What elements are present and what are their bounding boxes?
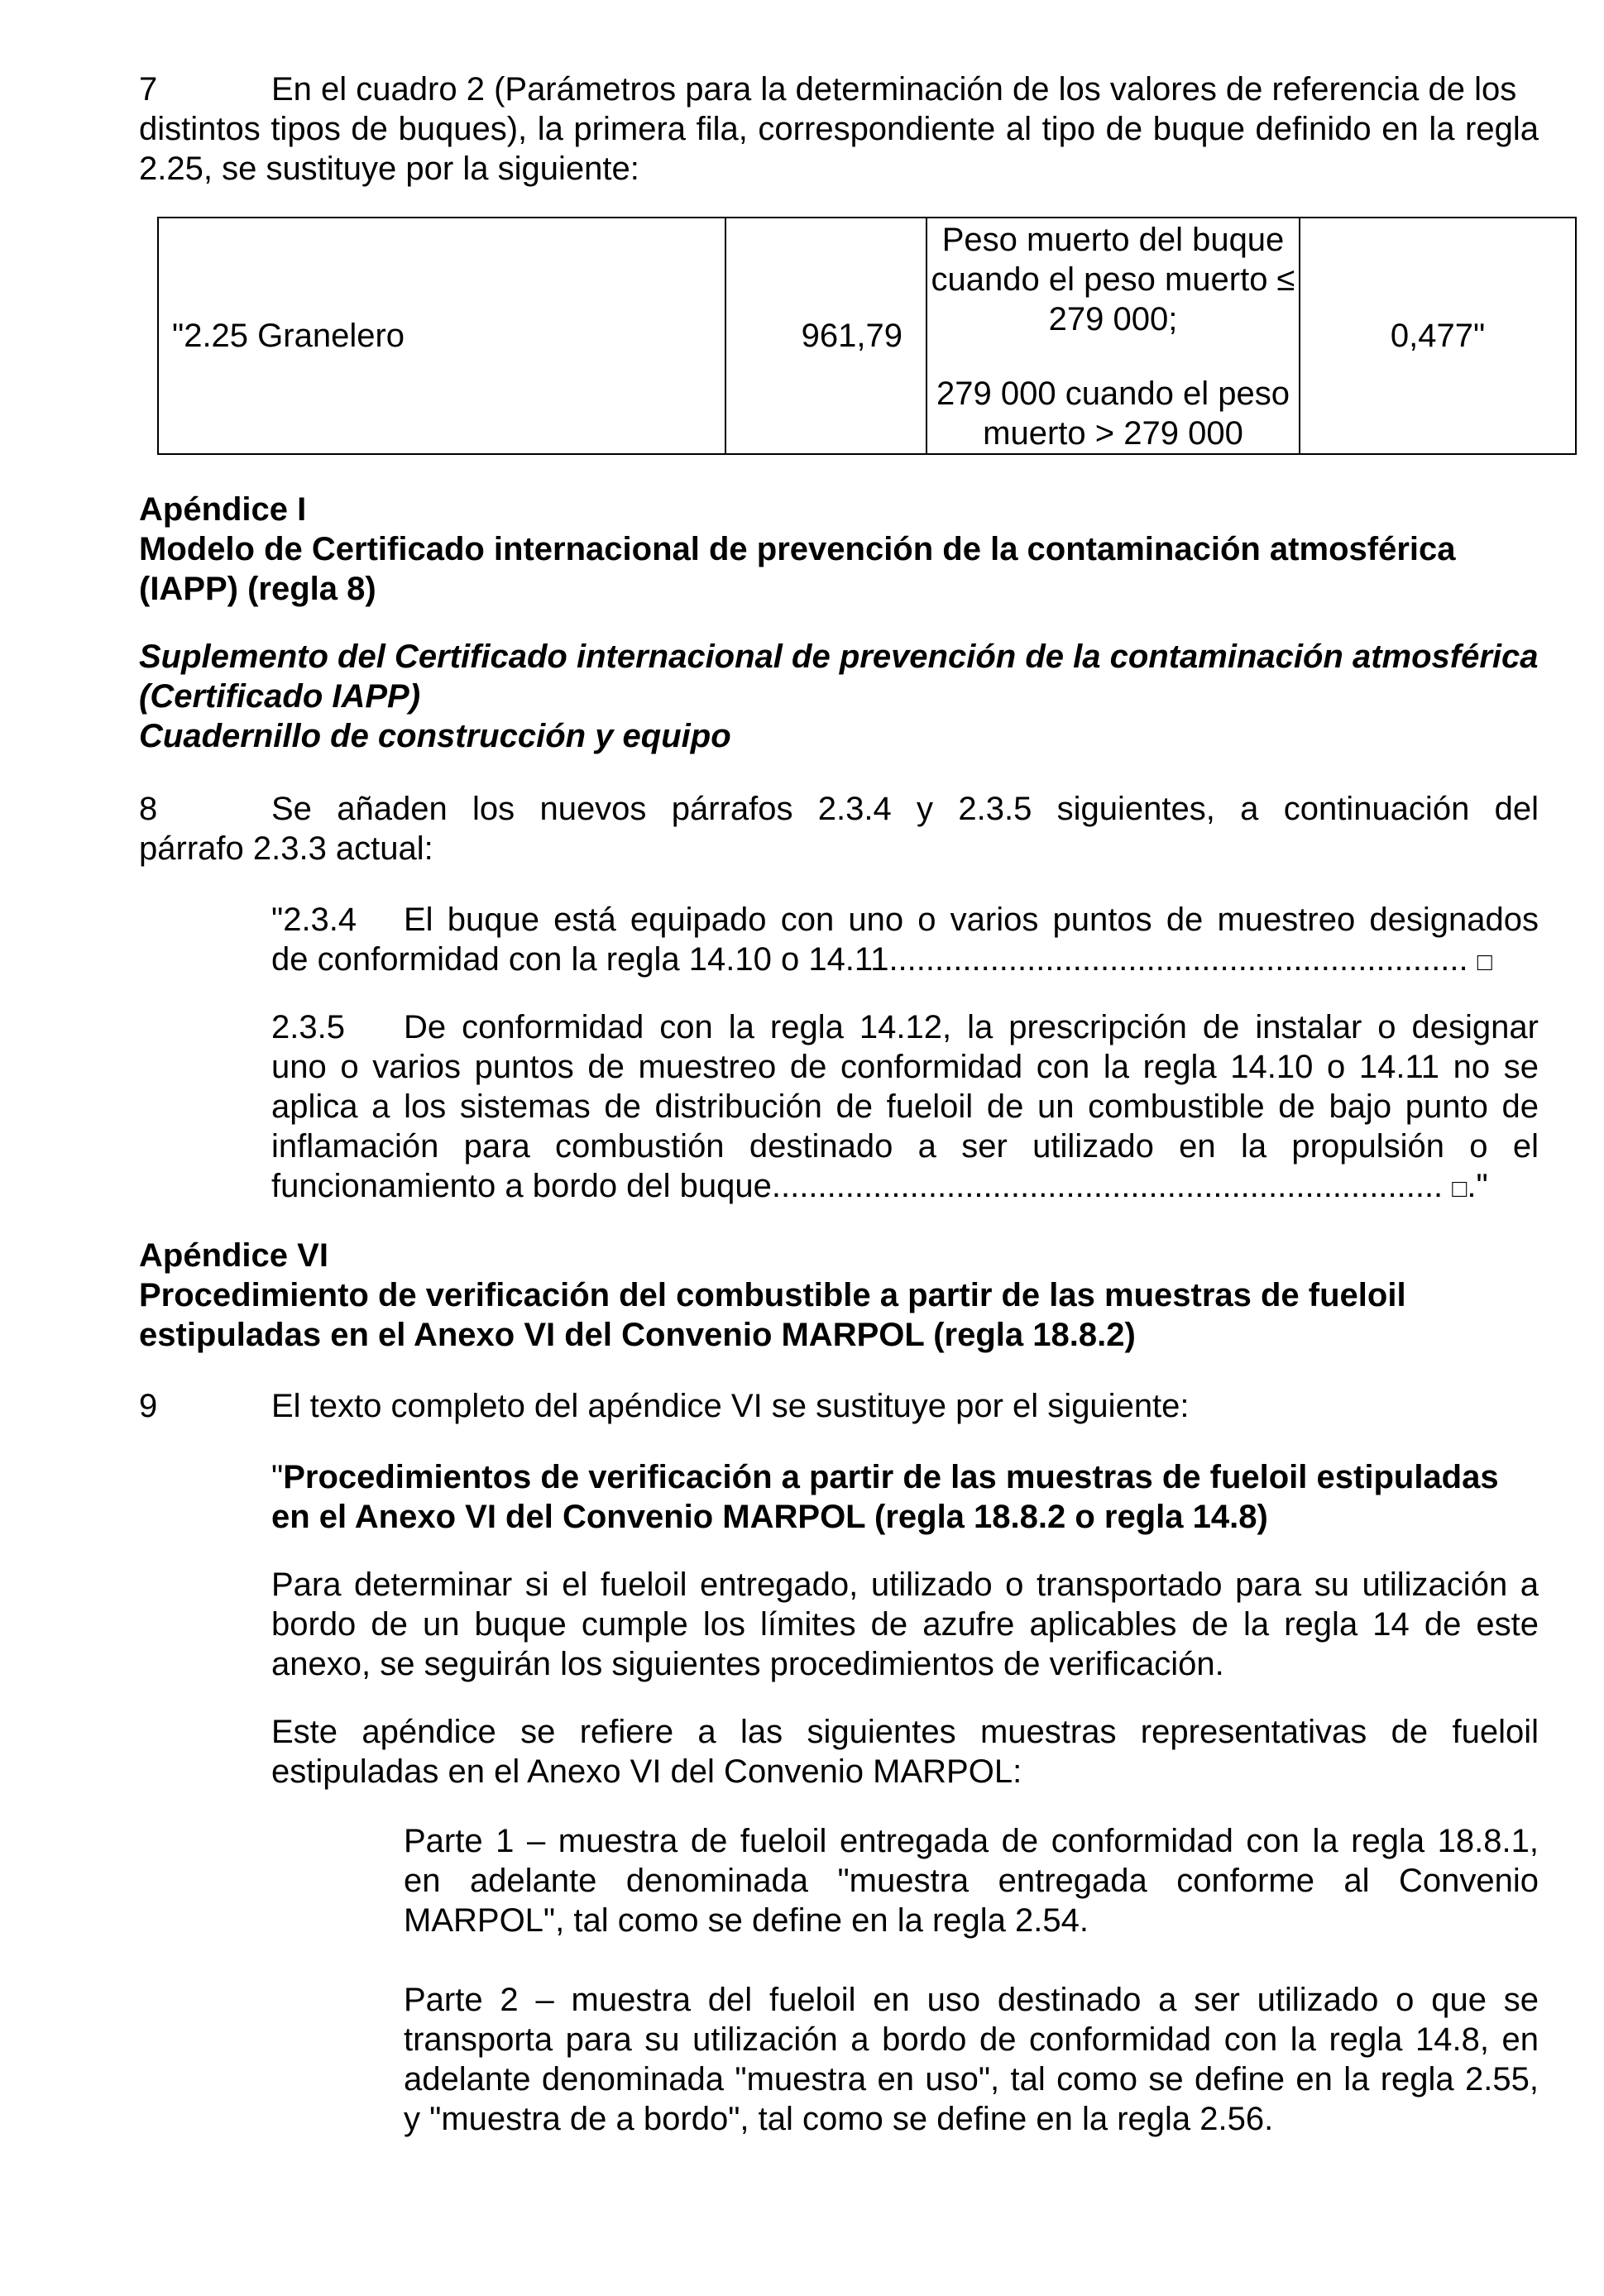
appendix-1-heading: Apéndice I (139, 491, 307, 528)
section-8-first-line: Se añaden los nuevos párrafos 2.3.4 y 2.3.5 siguientes, a continuación del (271, 791, 1539, 827)
table-cell-c: 0,477" (1300, 218, 1576, 454)
table-cell-deadweight (926, 218, 1300, 454)
section-number: 8 (139, 791, 158, 827)
table-cell-a: 961,79 (725, 218, 926, 454)
paragraph-2-3-4-first: El buque está equipado con uno o varios puntos de muestreo designados (404, 902, 1539, 938)
deadweight-condition-1: Peso muerto del buque cuando el peso muerto ≤ 279 000; (931, 222, 1295, 337)
procedures-paragraph-2: Este apéndice se refiere a las siguientes muestras representativas de fueloil estipuladas en el Anexo VI del Convenio MARPOL: (271, 1714, 1539, 1790)
procedures-title-text: Procedimientos de verificación a partir de las muestras de fueloil estipuladas en el Anexo VI del Convenio MARPOL (regla 18.8.2 o regla 14.8) (271, 1459, 1499, 1535)
paragraph-2-3-4-text: de conformidad con la regla 14.10 o 14.11............................................................... (271, 941, 1477, 978)
section-7-text: distintos tipos de buques), la primera fila, correspondiente al tipo de buque definido en la regla 2.25, se sustituye por la siguiente: (139, 111, 1539, 187)
section-8-text: párrafo 2.3.3 actual: (139, 830, 433, 867)
part-1-description: Parte 1 – muestra de fueloil entregada de conformidad con la regla 18.8.1, en adelante denominada "muestra entregada conforme al Convenio MARPOL", tal como se define en la regla 2.54. (404, 1823, 1539, 1939)
procedures-paragraph-1: Para determinar si el fueloil entregado, utilizado o transportado para su utilización a bordo de un buque cumple los límites de azufre aplicables de la regla 14 de este anexo, se seguirán los siguientes procedimientos de verificación. (271, 1567, 1539, 1682)
closing-quote: ." (1467, 1168, 1488, 1204)
section-9-text: El texto completo del apéndice VI se sustituye por el siguiente: (271, 1388, 1190, 1424)
paragraph-2-3-5 (271, 1007, 1539, 1047)
part-2-description: Parte 2 – muestra del fueloil en uso destinado a ser utilizado o que se transporta para su utilización a bordo de conformidad con la regla 14.8, en adelante denominada "muestra en uso", tal como se define en la regla 2.55, y "muestra de a bordo", tal como se define en la regla 2.56. (404, 1982, 1539, 2137)
appendix-6-heading: Apéndice VI (139, 1237, 328, 1274)
opening-quote: " (271, 1459, 284, 1495)
checkbox-icon: □ (1477, 949, 1492, 976)
section-7-first-line: En el cuadro 2 (Parámetros para la determinación de los valores de referencia de los (271, 71, 1517, 108)
table-cell-ship-type: "2.25 Granelero (158, 218, 725, 454)
supplement-title-rest: Certificado internacional de prevención de la contaminación atmosférica (Certificado IAPP) (139, 639, 1539, 715)
table-row (158, 218, 1576, 454)
paragraph-2-3-4 (271, 900, 1539, 940)
section-number: 7 (139, 71, 158, 108)
section-number: 9 (139, 1388, 158, 1424)
supplement-title (139, 637, 1539, 716)
checkbox-icon: □ (1452, 1175, 1468, 1203)
appendix-1-title: Modelo de Certificado internacional de prevención de la contaminación atmosférica (IAPP) (regla 8) (139, 531, 1456, 607)
paragraph-2-3-5-first: De conformidad con la regla 14.12, la prescripción de instalar o designar (404, 1009, 1539, 1045)
deadweight-condition-2: 279 000 cuando el peso muerto > 279 000 (936, 375, 1290, 452)
parameters-table (157, 217, 1577, 455)
supplement-subtitle: Cuadernillo de construcción y equipo (139, 718, 731, 754)
appendix-6-title: Procedimiento de verificación del combustible a partir de las muestras de fueloil estipuladas en el Anexo VI del Convenio MARPOL (regla 18.8.2) (139, 1277, 1406, 1353)
procedures-title (271, 1457, 1539, 1537)
paragraph-number: "2.3.4 (271, 902, 357, 938)
paragraph-number: 2.3.5 (271, 1009, 345, 1045)
supplement-prefix: Suplemento del (139, 639, 385, 675)
paragraph-2-3-5-text: uno o varios puntos de muestreo de conformidad con la regla 14.10 o 14.11 no se aplica a los sistemas de distribución de fueloil de un combustible de bajo punto de inflamación para combustión destinado a ser utilizado en la propulsión o el funcionamiento a bordo del buque......................................................................... (271, 1049, 1539, 1204)
